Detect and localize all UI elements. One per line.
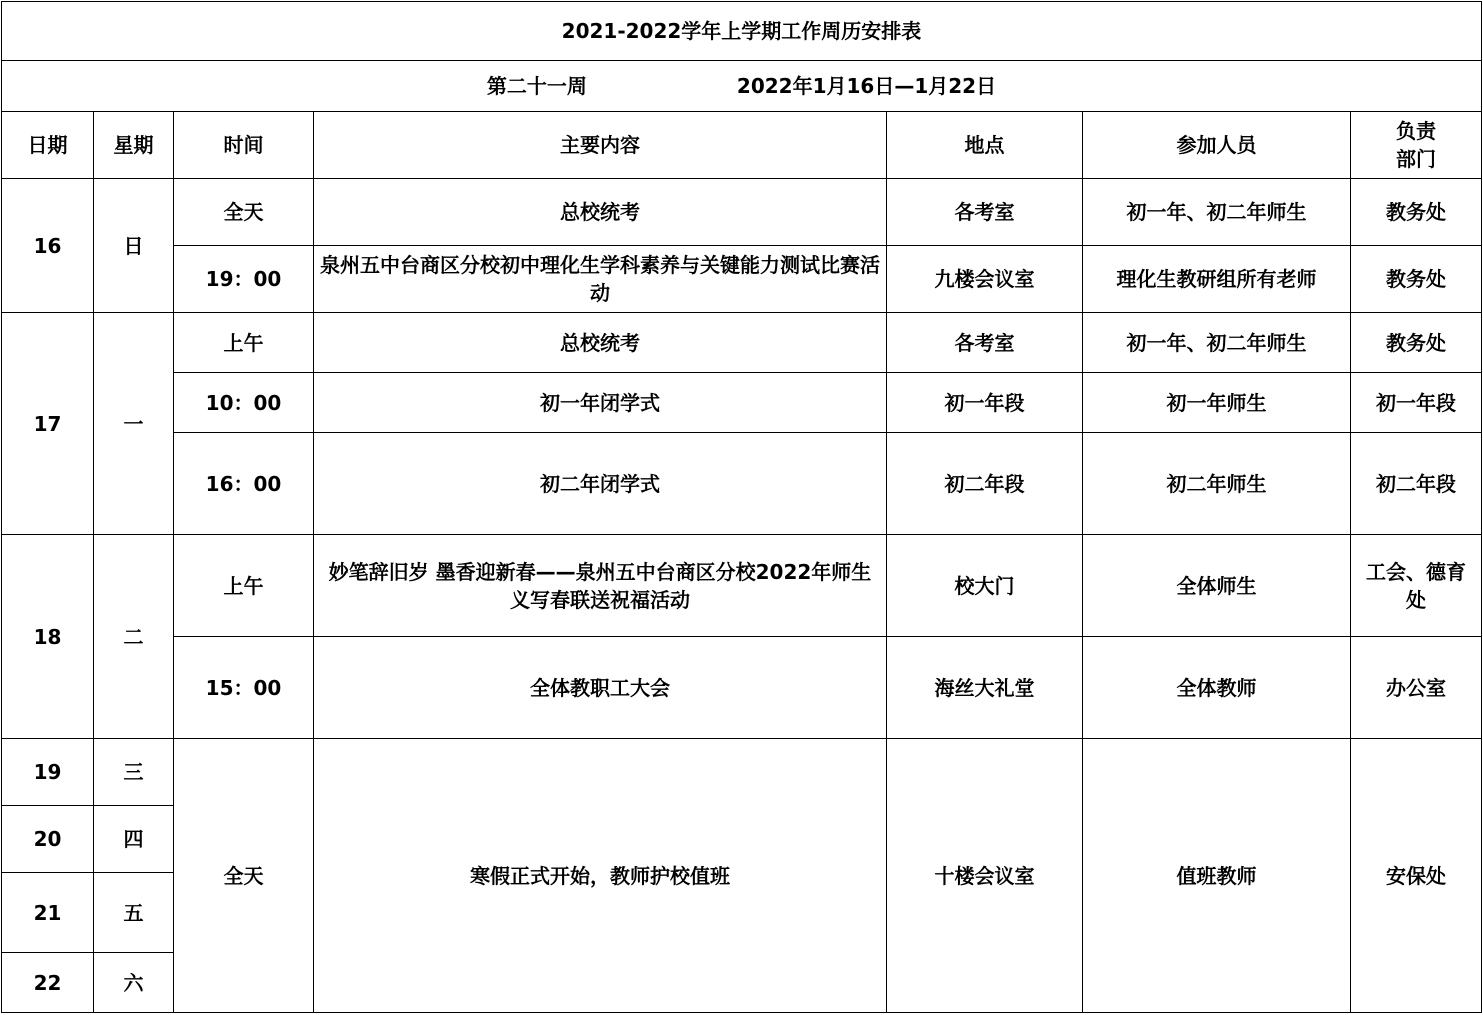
- date-cell: 21: [2, 873, 94, 953]
- time-cell: 15：00: [174, 637, 314, 739]
- time-cell: 19：00: [174, 246, 314, 313]
- header-row: [2, 112, 1482, 179]
- dept-cell: 初一年段: [1351, 373, 1482, 433]
- subtitle: [2, 61, 1482, 112]
- page-title: 2021-2022学年上学期工作周历安排表: [2, 2, 1482, 61]
- dept-cell: 初二年段: [1351, 433, 1482, 535]
- week-label: 第二十一周: [486, 74, 587, 98]
- table-row: [2, 535, 1482, 637]
- participants-cell: 值班教师: [1083, 739, 1351, 1013]
- header-time: 时间: [174, 112, 314, 179]
- dept-cell: 教务处: [1351, 179, 1482, 246]
- time-cell: 上午: [174, 535, 314, 637]
- location-cell: 九楼会议室: [887, 246, 1083, 313]
- weekday-cell: 二: [94, 535, 174, 739]
- content-cell: 全体教职工大会: [314, 637, 887, 739]
- participants-cell: 初一年、初二年师生: [1083, 313, 1351, 373]
- table-row: [2, 373, 1482, 433]
- content-cell: 妙笔辞旧岁 墨香迎新春——泉州五中台商区分校2022年师生义写春联送祝福活动: [314, 535, 887, 637]
- time-cell: 全天: [174, 179, 314, 246]
- dept-cell: 安保处: [1351, 739, 1482, 1013]
- header-participants: 参加人员: [1083, 112, 1351, 179]
- content-cell: 初二年闭学式: [314, 433, 887, 535]
- weekday-cell: 六: [94, 953, 174, 1013]
- header-weekday: 星期: [94, 112, 174, 179]
- content-cell: 初一年闭学式: [314, 373, 887, 433]
- table-row: [2, 313, 1482, 373]
- date-cell: 22: [2, 953, 94, 1013]
- weekday-cell: 四: [94, 806, 174, 873]
- participants-cell: 初二年师生: [1083, 433, 1351, 535]
- header-dept-line2: 部门: [1396, 147, 1436, 171]
- content-cell: 泉州五中台商区分校初中理化生学科素养与关键能力测试比赛活动: [314, 246, 887, 313]
- date-cell: 20: [2, 806, 94, 873]
- weekday-cell: 五: [94, 873, 174, 953]
- participants-cell: 理化生教研组所有老师: [1083, 246, 1351, 313]
- time-cell: 10：00: [174, 373, 314, 433]
- header-location: 地点: [887, 112, 1083, 179]
- header-dept: [1351, 112, 1482, 179]
- participants-cell: 全体教师: [1083, 637, 1351, 739]
- location-cell: 各考室: [887, 313, 1083, 373]
- dept-cell: 办公室: [1351, 637, 1482, 739]
- date-cell: 19: [2, 739, 94, 806]
- dept-cell: 教务处: [1351, 313, 1482, 373]
- time-cell: 上午: [174, 313, 314, 373]
- location-cell: 初一年段: [887, 373, 1083, 433]
- date-cell: 17: [2, 313, 94, 535]
- content-cell: 寒假正式开始，教师护校值班: [314, 739, 887, 1013]
- schedule-table: [1, 1, 1482, 1013]
- weekday-cell: 三: [94, 739, 174, 806]
- title-row: [2, 2, 1482, 61]
- table-row: [2, 637, 1482, 739]
- header-dept-line1: 负责: [1396, 119, 1436, 143]
- location-cell: 初二年段: [887, 433, 1083, 535]
- participants-cell: 初一年、初二年师生: [1083, 179, 1351, 246]
- location-cell: 十楼会议室: [887, 739, 1083, 1013]
- content-cell: 总校统考: [314, 313, 887, 373]
- date-range: 2022年1月16日—1月22日: [736, 74, 997, 98]
- time-cell: 全天: [174, 739, 314, 1013]
- date-cell: 16: [2, 179, 94, 313]
- location-cell: 各考室: [887, 179, 1083, 246]
- header-content: 主要内容: [314, 112, 887, 179]
- table-row: [2, 739, 1482, 806]
- header-date: 日期: [2, 112, 94, 179]
- table-row: [2, 433, 1482, 535]
- subtitle-row: [2, 61, 1482, 112]
- weekday-cell: 一: [94, 313, 174, 535]
- location-cell: 校大门: [887, 535, 1083, 637]
- content-cell: 总校统考: [314, 179, 887, 246]
- dept-cell: 教务处: [1351, 246, 1482, 313]
- time-cell: 16：00: [174, 433, 314, 535]
- date-cell: 18: [2, 535, 94, 739]
- participants-cell: 初一年师生: [1083, 373, 1351, 433]
- table-row: [2, 246, 1482, 313]
- location-cell: 海丝大礼堂: [887, 637, 1083, 739]
- participants-cell: 全体师生: [1083, 535, 1351, 637]
- dept-cell: 工会、德育处: [1351, 535, 1482, 637]
- table-row: [2, 179, 1482, 246]
- weekday-cell: 日: [94, 179, 174, 313]
